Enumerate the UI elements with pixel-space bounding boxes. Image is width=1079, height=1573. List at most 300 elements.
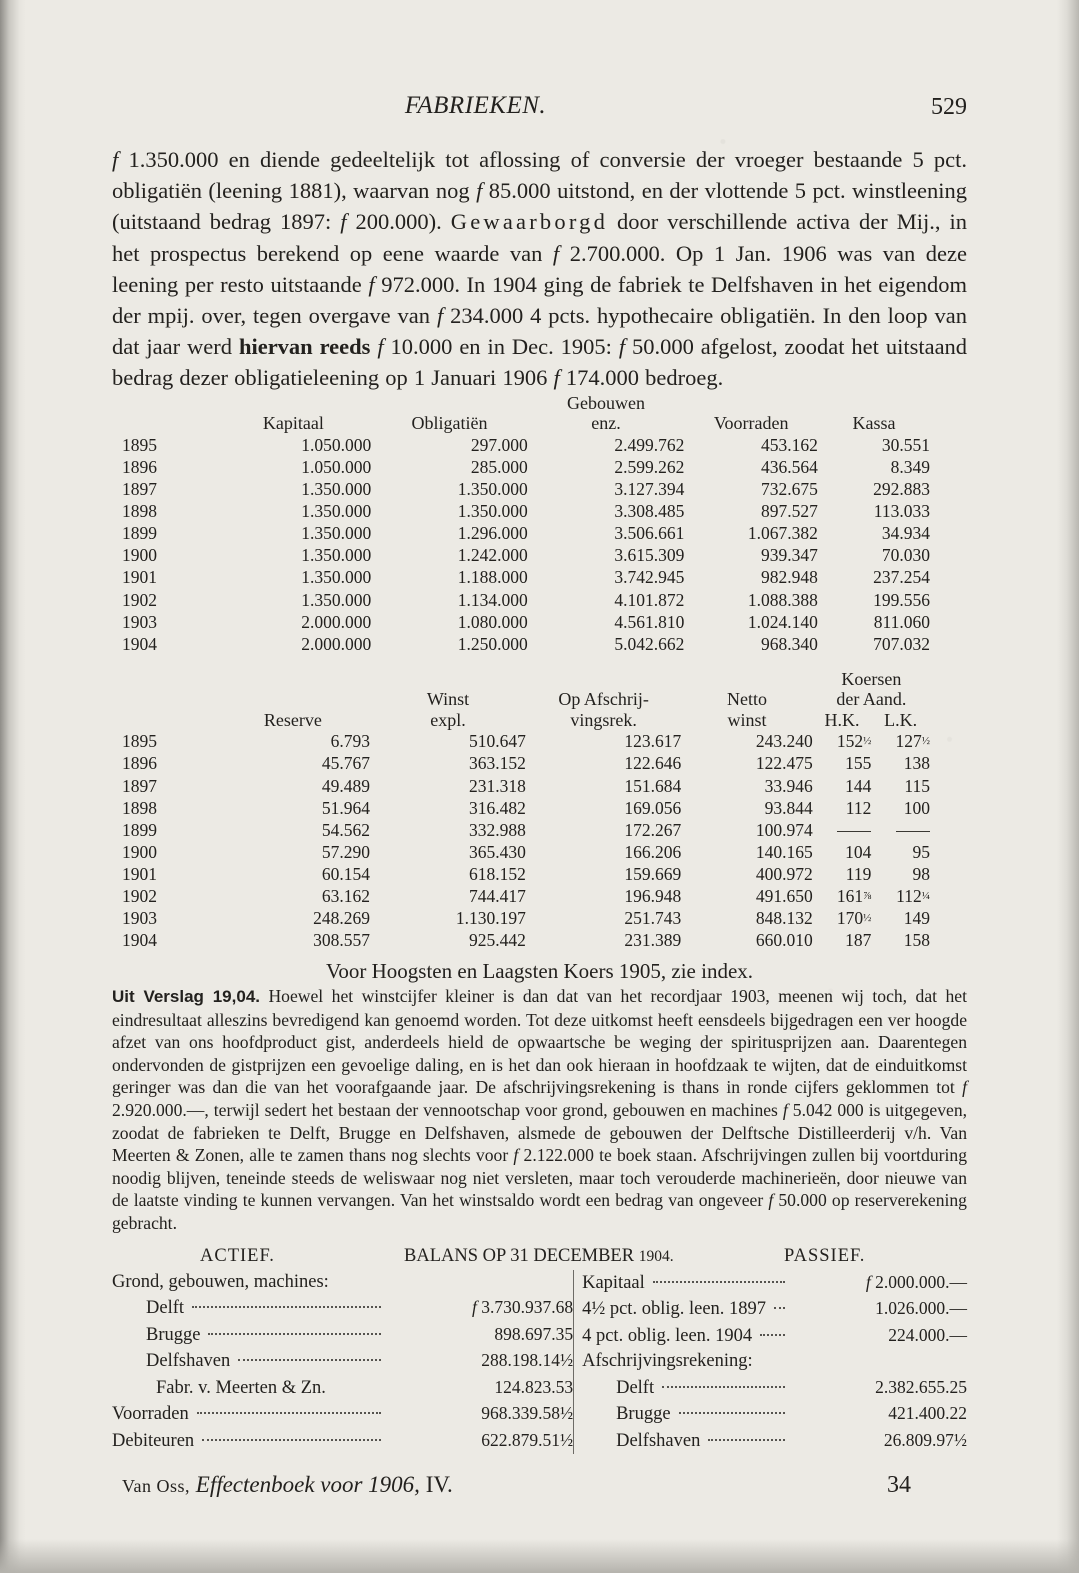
cell-kassa: 8.349 [890,457,930,478]
cell-afschrijving: 231.389 [624,930,682,951]
colophon-author: Van Oss, [122,1476,191,1497]
table1-head-kapitaal: Kapitaal [262,413,324,434]
table-row [120,908,930,930]
cell-netto-winst: 33.946 [764,775,813,796]
colophon-work: Effectenboek voor 1906, [195,1472,420,1498]
cell-kassa: 707.032 [873,633,930,654]
cell-year: 1896 [122,457,157,478]
balance-row [112,1295,573,1322]
table2-head-year [120,711,216,732]
cell-hoogste-koers: 161⅞ [836,886,872,907]
passief-column [573,1270,967,1455]
cell-winst-expl: 316.482 [469,797,526,818]
balance-label: Brugge [146,1324,201,1345]
table-row [120,633,930,655]
dot-leader [653,1281,785,1283]
lead-text-8: 10.000 en in Dec. 1905: [390,334,612,360]
scan-left-edge-shadow [0,0,26,1573]
balance-row [112,1348,573,1375]
dot-leader [197,1412,381,1414]
balance-label: Debiteuren [112,1430,195,1451]
balance-row [582,1323,967,1350]
balance-row [112,1322,573,1349]
cell-kapitaal: 1.050.000 [301,434,372,455]
cell-laagste-koers: 115 [904,775,930,796]
table-row [120,886,930,908]
cell-reserve: 57.290 [321,841,371,862]
table2-head-winst: Winst [426,689,470,710]
cell-laagste-koers: 95 [912,841,930,862]
balance-amount: 224.000.— [888,1324,967,1345]
cell-year: 1904 [122,930,157,951]
lead-text-6: 972.000. In 1904 ging de fabriek te Delfshaven in het eigendom der mpij. over, tegen overgave van [112,271,968,329]
currency-mark: f [552,240,560,266]
index-note: Voor Hoogsten en Laagsten Koers 1905, zie index. [325,959,754,983]
currency-mark: f [782,1099,788,1120]
cell-netto-winst: 122.475 [755,753,813,774]
report-body-5: op reserverekening gebracht. [112,1190,967,1233]
running-head [112,92,967,144]
cell-afschrijving: 169.056 [624,797,682,818]
passief-label: PASSIEF. [784,1245,866,1266]
balance-row [582,1296,967,1323]
cell-voorraden: 732.675 [761,479,818,500]
cell-winst-expl: 363.152 [469,753,526,774]
cell-reserve: 248.269 [313,908,371,929]
cell-reserve: 45.767 [321,753,371,774]
cell-hoogste-koers-empty [813,819,872,841]
cell-netto-winst: 243.240 [755,731,813,752]
cell-year: 1896 [122,753,157,774]
cell-reserve: 60.154 [321,863,371,884]
table-row [120,775,930,797]
table-row [120,435,930,457]
cell-kapitaal: 1.350.000 [301,589,372,610]
cell-obligatien: 1.350.000 [457,479,528,500]
balance-statistics-table-1 [120,394,930,656]
signature-number: 34 [887,1472,911,1499]
cell-hoogste-koers: 155 [845,753,872,774]
table-row [120,545,930,567]
cell-voorraden: 939.347 [761,545,818,566]
cell-laagste-koers: 98 [912,863,930,884]
cell-afschrijving: 251.743 [624,908,682,929]
balance-amount: 26.809.97½ [883,1429,967,1450]
table1-head-voorraden: Voorraden [713,413,789,434]
cell-kassa: 811.060 [873,611,930,632]
balance-row [582,1428,967,1455]
cell-netto-winst: 848.132 [755,908,813,929]
table-row [120,457,930,479]
table1-head-blank [371,394,527,415]
dot-leader [238,1359,381,1361]
table2-header-row-1 [120,690,930,711]
balance-sheet-title: BALANS OP 31 DECEMBER 1904. [404,1245,674,1266]
table2-head-netto: Netto [727,689,767,710]
table-row [120,842,930,864]
cell-afschrijving: 166.206 [624,841,682,862]
cell-obligatien: 1.296.000 [457,523,528,544]
cell-winst-expl: 1.130.197 [455,908,526,929]
table-row [120,479,930,501]
balance-amount: 124.823.53 [494,1376,574,1397]
cell-obligatien: 1.242.000 [457,545,528,566]
cell-winst-expl: 231.318 [469,775,526,796]
cell-year: 1902 [122,886,157,907]
lead-text-1: 1.350.000 en diende gedeeltelijk tot aflossing of conversie der vroeger bestaande 5 pct. obligatiën (leening 1881), waarvan nog [112,147,968,204]
cell-kapitaal: 1.350.000 [301,567,372,588]
table2-head-reserve: Reserve [263,709,322,730]
balance-row [112,1270,573,1296]
cell-reserve: 51.964 [321,797,371,818]
cell-obligatien: 1.134.000 [457,589,528,610]
cell-obligatien: 285.000 [470,457,528,478]
balance-label: Voorraden [112,1404,189,1425]
cell-voorraden: 1.088.388 [747,589,818,610]
cell-kapitaal: 1.350.000 [301,501,372,522]
balance-label: Brugge [616,1404,671,1425]
cell-obligatien: 1.350.000 [457,501,528,522]
balance-row [582,1349,967,1375]
table2-head-winst2: winst [727,709,767,730]
cell-year: 1903 [122,908,157,929]
balance-label: Delfshaven [146,1351,231,1372]
lead-text-5: 2.700.000. Op 1 Jan. 1906 was van deze leening per resto uitstaande [112,240,967,297]
cell-kassa: 34.934 [881,523,930,544]
cell-winst-expl: 365.430 [469,841,526,862]
cell-afschrijving: 196.948 [624,886,682,907]
cell-voorraden: 1.067.382 [747,523,818,544]
dot-leader [192,1306,381,1308]
currency-mark: f [340,209,347,235]
table2-header-row-koersen [120,670,930,691]
balance-amount: f 3.730.937.68 [471,1297,574,1318]
cell-laagste-koers: 149 [903,908,930,929]
cell-hoogste-koers: 170½ [836,908,872,929]
table1-head-blank [120,394,216,415]
cell-kapitaal: 2.000.000 [301,633,372,654]
cell-kapitaal: 2.000.000 [301,611,372,632]
cell-winst-expl: 925.442 [469,930,526,951]
table2-head-blank [681,670,812,691]
balance-sheet-header [112,1244,967,1270]
table-row [120,864,930,886]
balance-label: Delft [146,1298,185,1319]
cell-kapitaal: 1.050.000 [301,457,372,478]
cell-hoogste-koers: 104 [845,841,872,862]
table1-header-row-top [120,394,930,415]
table-row [120,589,930,611]
table-row [120,611,930,633]
cell-netto-winst: 491.650 [755,886,813,907]
cell-laagste-koers-empty [871,819,930,841]
table2-head-koersen: Koersen [841,668,902,689]
colophon-volume: IV. [425,1472,453,1498]
cell-afschrijving: 159.669 [624,863,682,884]
balance-label: Grond, gebouwen, machines: [112,1271,329,1292]
currency-mark: f [377,334,384,360]
table1-head-kassa: Kassa [852,413,896,434]
cell-hoogste-koers: 119 [845,863,872,884]
currency-mark: f [768,1190,774,1211]
cell-voorraden: 1.024.140 [747,611,818,632]
cell-voorraden: 436.564 [761,457,818,478]
cell-kassa: 113.033 [873,501,930,522]
balance-row [582,1375,967,1402]
cell-year: 1897 [122,479,157,500]
table1-head-blank [216,394,372,415]
cell-kapitaal: 1.350.000 [301,545,372,566]
cell-afschrijving: 151.684 [624,775,682,796]
table-row [120,797,930,819]
table-row [120,567,930,589]
table1-head-year [120,414,216,435]
cell-gebouwen: 2.599.262 [614,457,685,478]
cell-year: 1898 [122,501,157,522]
currency-mark: f [436,303,444,329]
cell-voorraden: 897.527 [761,501,818,522]
balance-sheet-body [112,1270,967,1455]
lead-text-2: 85.000 uitstond, en der vlottende 5 pct. winstleening (uitstaand bedrag 1897: [112,178,968,235]
table2-head-blank [370,670,526,691]
cell-afschrijving: 123.617 [624,731,682,752]
cell-netto-winst: 93.844 [764,797,813,818]
cell-year: 1895 [122,731,157,752]
cell-laagste-koers: 138 [903,753,930,774]
table1-header-row [120,414,930,435]
balance-amount: 622.879.51½ [481,1429,574,1450]
table-row [120,930,930,952]
table-row [120,731,930,753]
cell-winst-expl: 744.417 [469,886,526,907]
cell-afschrijving: 172.267 [624,819,682,840]
cell-laagste-koers: 127½ [895,731,930,752]
balance-row [112,1401,573,1428]
currency-mark: f [368,271,375,297]
cell-gebouwen: 3.615.309 [614,545,685,566]
cell-laagste-koers: 112¼ [896,886,930,907]
balance-amount: 1.026.000.— [875,1298,967,1319]
dot-leader [774,1307,785,1309]
balance-label: Fabr. v. Meerten & Zn. [156,1377,326,1398]
cell-year: 1899 [122,819,157,840]
table1-head-blank [818,394,930,415]
cell-year: 1901 [122,567,157,588]
table-row [120,819,930,841]
cell-kassa: 237.254 [873,567,930,588]
table-row [120,501,930,523]
report-amount-2: 5.042 000 [792,1099,864,1120]
table1-head-blank [684,394,818,415]
cell-hoogste-koers: 112 [845,797,872,818]
cell-netto-winst: 140.165 [755,841,813,862]
currency-mark: f [618,334,626,360]
cell-hoogste-koers: 187 [845,930,872,951]
balance-amount: f 2.000.000.— [865,1271,967,1292]
balance-amount: 421.400.22 [888,1403,967,1424]
table1-head-gebouwen: Gebouwen [567,392,646,413]
lead-bold-emphasis: hiervan reeds [238,334,371,360]
table2-header-row-2 [120,711,930,732]
balance-label: Kapitaal [582,1272,645,1293]
cell-reserve: 49.489 [321,775,371,796]
cell-year: 1902 [122,589,157,610]
dot-leader [679,1412,785,1414]
balance-label: Afschrijvingsrekening: [582,1351,753,1372]
report-body-2: , terwijl sedert het bestaan der vennootschap voor grond, gebouwen en machines [204,1099,778,1120]
balance-row [112,1375,573,1402]
cell-winst-expl: 332.988 [469,819,526,840]
currency-mark: f [476,178,483,204]
cell-year: 1895 [122,434,157,455]
cell-gebouwen: 3.127.394 [614,479,685,500]
balance-label: 4 pct. oblig. leen. 1904 [582,1325,753,1346]
cell-gebouwen: 4.101.872 [614,589,685,610]
lead-text-10: 174.000 bedroeg. [565,365,724,391]
cell-hoogste-koers: 144 [845,775,872,796]
cell-hoogste-koers: 152½ [836,731,872,752]
cell-year: 1898 [122,797,157,818]
cell-kapitaal: 1.350.000 [301,523,372,544]
report-paragraph [112,985,967,1235]
currency-mark: f [112,147,119,172]
table2-head-blank [216,670,370,691]
report-amount-4: 50.000 [778,1190,827,1211]
table2-head-der-aand: der Aand. [836,689,907,710]
report-amount-3: 2.122.000 [523,1145,594,1166]
table1-head-obligatien: Obligatiën [411,413,488,434]
cell-reserve: 54.562 [321,819,371,840]
cell-obligatien: 1.188.000 [457,567,528,588]
cell-kassa: 199.556 [873,589,930,610]
cell-kassa: 70.030 [881,545,930,566]
cell-gebouwen: 3.506.661 [614,523,685,544]
cell-year: 1900 [122,841,157,862]
cell-reserve: 63.162 [321,886,371,907]
table2-head-lk: L.K. [884,709,918,730]
dot-leader [760,1334,785,1336]
balance-label: Delfshaven [616,1430,701,1451]
colophon-text [122,1472,453,1498]
dot-leader [662,1386,785,1388]
balance-label: Delft [616,1377,655,1398]
balance-label: 4½ pct. oblig. leen. 1897 [582,1299,767,1320]
cell-afschrijving: 122.646 [624,753,682,774]
currency-mark: f [962,1077,967,1098]
cell-voorraden: 982.948 [761,567,818,588]
cell-gebouwen: 2.499.762 [614,434,685,455]
page-content [112,0,967,1512]
cell-year: 1901 [122,863,157,884]
cell-gebouwen: 5.042.662 [614,633,685,654]
report-amount-1: 2.920.000.— [112,1099,205,1120]
balance-amount: 898.697.35 [494,1323,574,1344]
dot-leader [202,1439,381,1441]
cell-kapitaal: 1.350.000 [301,479,372,500]
table2-head-hk: H.K. [824,709,860,730]
cell-winst-expl: 618.152 [469,863,526,884]
cell-obligatien: 297.000 [470,434,528,455]
balance-amount: 288.198.14½ [481,1350,574,1371]
table2-head-blank [120,670,216,691]
lead-spaced-emphasis: Gewaarborgd [450,209,609,235]
actief-column [112,1270,573,1455]
cell-kassa: 292.883 [873,479,930,500]
balance-row [582,1401,967,1428]
balance-row [112,1428,573,1455]
cell-year: 1900 [122,545,157,566]
balance-sheet [112,1244,967,1455]
report-heading: Uit Verslag 19,04. [112,987,260,1006]
cell-reserve: 6.793 [330,731,371,752]
cell-netto-winst: 660.010 [755,930,813,951]
cell-year: 1903 [122,611,157,632]
report-body-4: te boek staan. Afschrijvingen zullen bij voortduring noodig blijven, teneinde steeds de weliswaar nog niet versleten, maar toch verouderde machinerieën, door nieuwe van de laatste vinding te kunnen vervangen. Van het winstsaldo wordt een bedrag van ongeveer [112,1145,967,1211]
actief-label: ACTIEF. [200,1245,275,1266]
table2-head-op-afschrij: Op Afschrij- [558,689,649,710]
table2-head-expl: expl. [430,709,466,730]
table1-head-enz: enz. [591,413,621,434]
cell-kassa: 30.551 [881,434,930,455]
scan-bottom-edge-shadow [0,1539,1079,1573]
balance-row [582,1270,967,1297]
cell-obligatien: 1.250.000 [457,633,528,654]
cell-gebouwen: 3.742.945 [614,567,685,588]
lead-text-4: door verschillende activa der Mij., in het prospectus berekend op eene waarde van [112,209,967,266]
lead-text-3: 200.000). [355,209,442,235]
cell-gebouwen: 3.308.485 [614,501,685,522]
cell-year: 1904 [122,633,157,654]
currency-mark: f [553,365,560,391]
report-body-3: is uitgegeven, zoodat de fabrieken te Delft, Brugge en Delfshaven, alsmede de gebouwen der Delftsche Distilleerderij v/h. Van Meerten & Zonen, alle te zamen thans nog slechts voor [112,1099,968,1166]
balance-amount: 968.339.58½ [481,1403,574,1424]
lead-text-7: 234.000 4 pcts. hypothecaire obligatiën. In den loop van dat jaar werd [112,303,968,360]
table2-head-blank [526,670,681,691]
table2-head-vingsrek: vingsrek. [570,709,637,730]
cell-year: 1897 [122,775,157,796]
cell-voorraden: 453.162 [761,434,818,455]
page-number: 529 [931,94,967,120]
balance-amount: 2.382.655.25 [875,1376,967,1397]
table-gap [112,656,967,670]
dot-leader [208,1333,381,1335]
cell-laagste-koers: 100 [903,797,930,818]
table2-head-blank [216,690,370,711]
cell-laagste-koers: 158 [903,930,930,951]
scan-right-edge-shadow [1057,0,1079,1573]
cell-reserve: 308.557 [313,930,371,951]
currency-mark: f [513,1145,519,1166]
cell-gebouwen: 4.561.810 [614,611,685,632]
cell-winst-expl: 510.647 [469,731,526,752]
cell-voorraden: 968.340 [761,633,818,654]
table-row [120,523,930,545]
table2-head-blank [120,690,216,711]
lead-text-9: 50.000 afgelost, zoodat het uitstaand bedrag dezer obligatieleening op 1 Januari 1906 [112,334,968,391]
lead-paragraph [112,144,967,394]
report-body-1: Hoewel het winstcijfer kleiner is dan dat van het recordjaar 1903, meenen wij toch, dat het eindresultaat alleszins bevredigend kan genoemd worden. Tot deze uitkomst heeft eensdeels bijgedragen een ver hoogde afzet van ons hoofdproduct gist, anderdeels hield de opwaartsche be weging der spiritusprijzen aan. Daarentegen ondervonden de gistprijzen een gevoelige daling, en is het dan ook hieraan in hoofdzaak te wijten, dat de einduitkomst geringer was dan die van het voorafgaande jaar. De afschrijvingsrekening is thans in ronde cijfers geklommen tot [112,986,967,1098]
balance-statistics-table-2 [120,670,930,952]
cell-netto-winst: 400.972 [755,863,813,884]
cell-obligatien: 1.080.000 [457,611,528,632]
running-head-title: FABRIEKEN. [404,92,547,119]
dot-leader [708,1439,785,1441]
table-row [120,753,930,775]
cell-netto-winst: 100.974 [755,819,813,840]
table2-body [120,731,930,952]
table1-body [120,435,930,656]
cell-year: 1899 [122,523,157,544]
